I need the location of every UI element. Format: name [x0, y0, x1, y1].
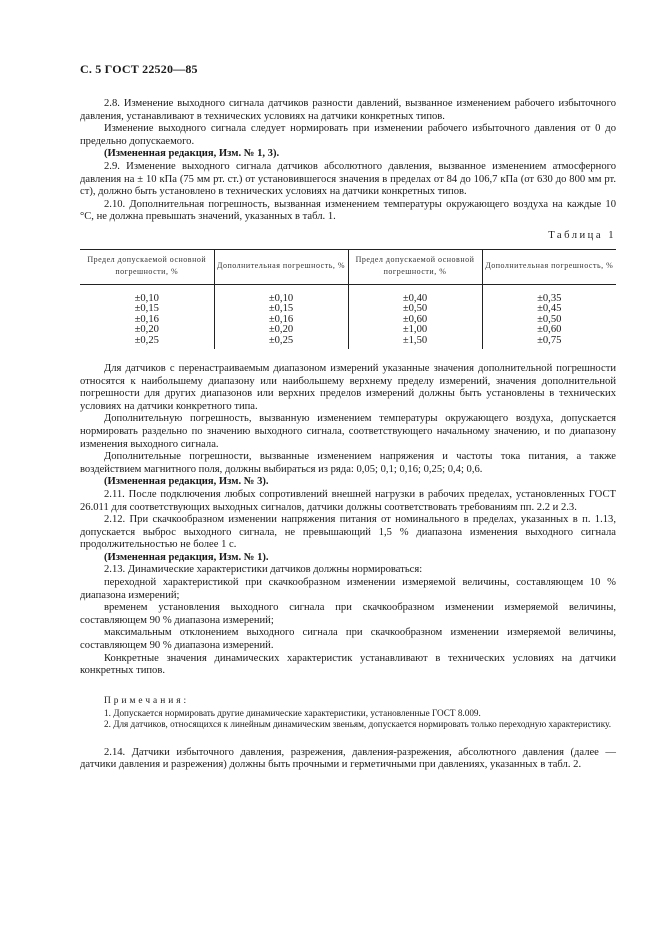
- table-cell: ±1,50: [348, 336, 482, 349]
- paragraph-temperature-note: Дополнительную погрешность, вызванную изменением температуры окружающего воздуха, допускается нормировать раздельно по значению выходного сигнала, соответствующего начальному значению, и по диапазону изменения выходного сигнала.: [80, 413, 616, 450]
- table-row: [80, 315, 616, 325]
- paragraph-2-13: 2.13. Динамические характеристики датчиков должны нормироваться:: [104, 564, 423, 576]
- table-cell: ±0,20: [214, 325, 348, 335]
- table-row: [80, 336, 616, 349]
- table-cell: ±0,20: [134, 324, 159, 336]
- paragraph-2-9: 2.9. Изменение выходного сигнала датчиков абсолютного давления, вызванное изменением атмосферного давления на ± 10 кПа (75 мм рт. ст.) от установившегося значения в пределах от 84 до 106,7 кПа (от 630 до 800 мм рт. ст), должно быть установлено в технических условиях на датчики конкретных типов.: [80, 160, 616, 198]
- table-cell: ±0,35: [482, 284, 616, 304]
- amendment-note: (Измененная редакция, Изм. № 1).: [104, 551, 269, 563]
- table-header-cell: Предел допускаемой основной погрешности, %: [80, 249, 214, 284]
- paragraph-2-8-continued: Изменение выходного сигнала следует нормировать при изменении рабочего избыточного давления от 0 до предельно допускаемого.: [80, 123, 616, 147]
- table-cell: ±0,15: [214, 304, 348, 314]
- table-cell: ±0,15: [134, 303, 159, 315]
- paragraph-dynamic-values: Конкретные значения динамических характеристик устанавливают в технических условиях на датчики конкретных типов.: [80, 652, 616, 677]
- table-header-cell: Предел допускаемой основной погрешности, %: [348, 249, 482, 284]
- table-cell: ±0,16: [214, 315, 348, 325]
- table-row: [80, 325, 616, 335]
- table-cell: ±0,60: [482, 325, 616, 335]
- paragraph-2-8: 2.8. Изменение выходного сигнала датчиков разности давлений, вызванное изменением рабочего избыточного давления, устанавливают в технических условиях на датчики конкретных типов.: [80, 98, 616, 122]
- notes-title: Примечания:: [104, 695, 190, 706]
- table-cell: ±0,50: [348, 304, 482, 314]
- table-row: [80, 284, 616, 304]
- paragraph-2-12: 2.12. При скачкообразном изменении напряжения питания от номинального в пределах, указанных в п. 1.13, допускается выброс выходного сигнала, не превышающий 1,5 % диапазона изменения выходного сигнала продолжительностью не более 1 с.: [80, 514, 616, 551]
- table-row: [80, 304, 616, 314]
- table-caption: Таблица 1: [548, 229, 616, 241]
- table-cell: ±0,40: [348, 284, 482, 304]
- amendment-note: (Измененная редакция, Изм. № 1, 3).: [104, 148, 280, 160]
- table-cell: ±0,25: [214, 336, 348, 349]
- paragraph-2-14: 2.14. Датчики избыточного давления, разрежения, давления-разрежения, абсолютного давления (далее — датчики давления и разрежения) должны быть прочными и герметичными при давлениях, указанных в табл. 2.: [80, 746, 616, 771]
- table-cell: ±0,45: [482, 304, 616, 314]
- dynamic-item: максимальным отклонением выходного сигнала при скачкообразном изменении измеряемой величины, составляющем 90 % диапазона измерений.: [80, 627, 616, 652]
- table-cell: ±1,00: [348, 325, 482, 335]
- table-header-cell: Дополнительная погрешность, %: [482, 249, 616, 284]
- paragraph-2-11: 2.11. После подключения любых сопротивлений внешней нагрузки в рабочих пределах, установленных ГОСТ 26.011 для соответствующих выходных сигналов, датчики должны соответствовать требованиям пп. 2.2 и 2.3.: [80, 488, 616, 513]
- dynamic-item: временем установления выходного сигнала при скачкообразном изменении измеряемой величины, составляющем 90 % диапазона измерений;: [80, 602, 616, 626]
- table-cell: ±0,60: [348, 315, 482, 325]
- table-cell: ±0,25: [134, 334, 159, 346]
- table-1: [80, 249, 616, 349]
- paragraph-range-note: Для датчиков с перенастраиваемым диапазоном измерений указанные значения дополнительной погрешности относятся к наибольшему диапазону или наибольшему верхнему пределу измерений, значения дополнительной погрешности для других диапазонов или верхних пределов измерений должны быть установлены в технических условиях на датчики конкретного типа.: [80, 362, 616, 412]
- amendment-note: (Измененная редакция, Изм. № 3).: [104, 476, 269, 488]
- table-cell: ±0,50: [482, 315, 616, 325]
- table-cell: ±0,16: [134, 313, 159, 325]
- note-item: 2. Для датчиков, относящихся к линейным динамическим звеньям, допускается нормировать только переходную характеристику.: [104, 719, 611, 730]
- paragraph-supply-note: Дополнительные погрешности, вызванные изменением напряжения и частоты тока питания, а также воздействием магнитного поля, должны выбираться из ряда: 0,05; 0,1; 0,16; 0,25; 0,4; 0,6.: [80, 451, 616, 475]
- note-item: 1. Допускается нормировать другие динамические характеристики, установленные ГОСТ 8.009.: [104, 707, 481, 718]
- table-cell: ±0,10: [214, 284, 348, 304]
- paragraph-2-10: 2.10. Дополнительная погрешность, вызванная изменением температуры окружающего воздуха на каждые 10 °С, не должна превышать значений, указанных в табл. 1.: [80, 198, 616, 223]
- table-header-cell: Дополнительная погрешность, %: [214, 249, 348, 284]
- document-page: [80, 62, 616, 772]
- table-header-row: [80, 249, 616, 284]
- page-header: С. 5 ГОСТ 22520—85: [80, 62, 198, 76]
- dynamic-item: переходной характеристикой при скачкообразном изменении измеряемой величины, составляющем 10 % диапазона измерений;: [80, 577, 616, 601]
- table-cell: ±0,10: [134, 292, 159, 304]
- table-cell: ±0,75: [482, 336, 616, 349]
